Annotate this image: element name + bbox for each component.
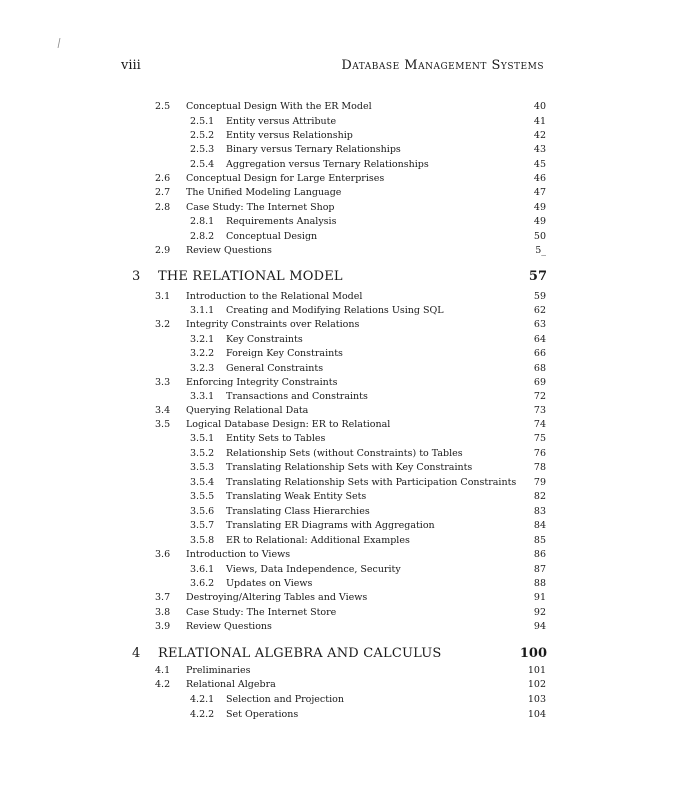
toc-entry-page: 104 <box>527 709 546 720</box>
toc-subsection-entry <box>0 304 680 318</box>
toc-subsection-entry <box>0 519 680 533</box>
toc-entry-number: 2.9 <box>155 245 171 256</box>
toc-entry-page: 84 <box>533 520 546 531</box>
toc-entry-number: 2.5.2 <box>190 130 215 141</box>
toc-entry-title: Foreign Key Constraints <box>226 348 343 359</box>
toc-entry-number: 2.5 <box>155 101 171 112</box>
toc-entry-page: 72 <box>533 391 546 402</box>
toc-section-entry <box>0 201 680 215</box>
toc-entry-title: Integrity Constraints over Relations <box>186 319 360 330</box>
toc-subsection-entry <box>0 115 680 129</box>
toc-entry-title: Case Study: The Internet Shop <box>186 202 335 213</box>
toc-entry-title: General Constraints <box>226 363 324 374</box>
toc-entry-page: 41 <box>533 116 546 127</box>
toc-entry-page: 76 <box>533 448 546 459</box>
toc-entry-number: 2.8.1 <box>190 216 215 227</box>
toc-section-entry <box>0 606 680 620</box>
toc-subsection-entry <box>0 693 680 707</box>
toc-entry-page: 102 <box>527 679 546 690</box>
toc-entry-page: 42 <box>533 130 546 141</box>
toc-entry-number: 3.5.2 <box>190 448 215 459</box>
toc-section-entry <box>0 591 680 605</box>
toc-entry-page: 94 <box>533 621 546 632</box>
toc-entry-page: 101 <box>527 665 546 676</box>
toc-chapter-entry <box>0 268 680 286</box>
toc-entry-number: 3.9 <box>155 621 171 632</box>
toc-section-entry <box>0 290 680 304</box>
toc-entry-title: Transactions and Constraints <box>226 391 368 402</box>
toc-entry-title: Conceptual Design With the ER Model <box>186 101 372 112</box>
toc-entry-title: Entity versus Relationship <box>226 130 353 141</box>
toc-chapter-entry <box>0 645 680 663</box>
toc-entry-title: RELATIONAL ALGEBRA AND CALCULUS <box>158 646 442 661</box>
toc-entry-page: 63 <box>533 319 546 330</box>
toc-entry-title: Key Constraints <box>226 334 303 345</box>
toc-entry-title: Translating Relationship Sets with Key Constraints <box>226 462 473 473</box>
toc-entry-number: 3.5.5 <box>190 491 215 502</box>
toc-entry-number: 2.8.2 <box>190 231 215 242</box>
toc-entry-page: 64 <box>533 334 546 345</box>
toc-entry-title: Selection and Projection <box>226 694 344 705</box>
toc-entry-page: 45 <box>533 159 546 170</box>
toc-entry-title: Set Operations <box>226 709 299 720</box>
toc-entry-number: 3.5.8 <box>190 535 215 546</box>
toc-subsection-entry <box>0 577 680 591</box>
toc-entry-title: Translating ER Diagrams with Aggregation <box>226 520 435 531</box>
toc-subsection-entry <box>0 362 680 376</box>
toc-section-entry <box>0 186 680 200</box>
toc-entry-title: Translating Weak Entity Sets <box>226 491 367 502</box>
toc-entry-number: 3.5 <box>155 419 171 430</box>
toc-entry-number: 3.5.4 <box>190 477 215 488</box>
toc-entry-title: Enforcing Integrity Constraints <box>186 377 338 388</box>
toc-entry-page: 5_ <box>535 245 546 256</box>
toc-entry-page: 62 <box>533 305 546 316</box>
toc-entry-page: 49 <box>533 202 546 213</box>
toc-entry-number: 3.5.1 <box>190 433 215 444</box>
toc-subsection-entry <box>0 534 680 548</box>
toc-subsection-entry <box>0 708 680 722</box>
toc-entry-page: 40 <box>533 101 546 112</box>
toc-entry-number: 4.1 <box>155 665 171 676</box>
toc-entry-title: Case Study: The Internet Store <box>186 607 337 618</box>
toc-entry-title: Translating Class Hierarchies <box>226 506 370 517</box>
toc-subsection-entry <box>0 143 680 157</box>
toc-entry-page: 86 <box>533 549 546 560</box>
toc-section-entry <box>0 664 680 678</box>
toc-entry-title: Relationship Sets (without Constraints) to Tables <box>226 448 463 459</box>
toc-entry-page: 49 <box>533 216 546 227</box>
toc-entry-title: The Unified Modeling Language <box>186 187 342 198</box>
toc-entry-title: Logical Database Design: ER to Relational <box>186 419 391 430</box>
toc-subsection-entry <box>0 490 680 504</box>
toc-entry-number: 3.3.1 <box>190 391 215 402</box>
toc-entry-number: 3.3 <box>155 377 171 388</box>
toc-entry-title: ER to Relational: Additional Examples <box>226 535 410 546</box>
toc-entry-page: 50 <box>533 231 546 242</box>
toc-entry-number: 3.2 <box>155 319 171 330</box>
toc-entry-number: 3.6 <box>155 549 171 560</box>
toc-entry-number: 2.5.3 <box>190 144 215 155</box>
toc-entry-title: Requirements Analysis <box>226 216 337 227</box>
toc-entry-page: 46 <box>533 173 546 184</box>
toc-entry-page: 91 <box>533 592 546 603</box>
scan-mark-decoration <box>57 38 61 48</box>
toc-subsection-entry <box>0 347 680 361</box>
toc-entry-number: 4.2 <box>155 679 171 690</box>
toc-entry-number: 4.2.1 <box>190 694 215 705</box>
toc-entry-title: Conceptual Design for Large Enterprises <box>186 173 385 184</box>
toc-subsection-entry <box>0 447 680 461</box>
toc-entry-title: Querying Relational Data <box>186 405 309 416</box>
toc-entry-title: Binary versus Ternary Relationships <box>226 144 401 155</box>
toc-entry-page: 92 <box>533 607 546 618</box>
toc-section-entry <box>0 100 680 114</box>
toc-entry-title: Views, Data Independence, Security <box>226 564 401 575</box>
toc-entry-page: 79 <box>533 477 546 488</box>
toc-entry-title: Preliminaries <box>186 665 251 676</box>
toc-subsection-entry <box>0 230 680 244</box>
toc-subsection-entry <box>0 432 680 446</box>
toc-section-entry <box>0 318 680 332</box>
toc-entry-number: 2.6 <box>155 173 171 184</box>
toc-entry-page: 87 <box>533 564 546 575</box>
toc-section-entry <box>0 548 680 562</box>
toc-subsection-entry <box>0 476 680 490</box>
toc-entry-number: 3.8 <box>155 607 171 618</box>
toc-subsection-entry <box>0 333 680 347</box>
toc-entry-page: 43 <box>533 144 546 155</box>
toc-section-entry <box>0 620 680 634</box>
toc-entry-number: 3.6.1 <box>190 564 215 575</box>
toc-entry-number: 3.7 <box>155 592 171 603</box>
toc-entry-number: 3.1 <box>155 291 171 302</box>
toc-entry-number: 2.7 <box>155 187 171 198</box>
toc-entry-number: 3.5.6 <box>190 506 215 517</box>
toc-entry-title: Introduction to the Relational Model <box>186 291 363 302</box>
toc-entry-page: 78 <box>533 462 546 473</box>
toc-subsection-entry <box>0 215 680 229</box>
toc-entry-number: 4 <box>132 646 141 661</box>
toc-entry-number: 2.5.4 <box>190 159 215 170</box>
toc-entry-number: 3.5.3 <box>190 462 215 473</box>
toc-entry-number: 2.8 <box>155 202 171 213</box>
toc-entry-page: 83 <box>533 506 546 517</box>
header-page-number: viii <box>121 58 141 73</box>
toc-entry-page: 59 <box>533 291 546 302</box>
toc-section-entry <box>0 404 680 418</box>
toc-entry-page: 75 <box>533 433 546 444</box>
toc-section-entry <box>0 418 680 432</box>
toc-entry-title: Creating and Modifying Relations Using SQL <box>226 305 444 316</box>
toc-entry-title: Review Questions <box>186 621 272 632</box>
toc-subsection-entry <box>0 129 680 143</box>
toc-entry-title: Conceptual Design <box>226 231 318 242</box>
toc-entry-page: 73 <box>533 405 546 416</box>
toc-entry-title: Relational Algebra <box>186 679 276 690</box>
toc-entry-title: Updates on Views <box>226 578 313 589</box>
toc-entry-page: 66 <box>533 348 546 359</box>
toc-entry-title: Entity versus Attribute <box>226 116 337 127</box>
toc-entry-number: 3 <box>132 269 141 284</box>
toc-section-entry <box>0 376 680 390</box>
toc-entry-page: 69 <box>533 377 546 388</box>
toc-subsection-entry <box>0 158 680 172</box>
toc-entry-page: 85 <box>533 535 546 546</box>
toc-entry-title: Destroying/Altering Tables and Views <box>186 592 368 603</box>
toc-entry-number: 3.2.3 <box>190 363 215 374</box>
toc-entry-number: 3.2.2 <box>190 348 215 359</box>
toc-entry-page: 103 <box>527 694 546 705</box>
toc-entry-page: 47 <box>533 187 546 198</box>
toc-entry-page: 74 <box>533 419 546 430</box>
toc-entry-page: 82 <box>533 491 546 502</box>
toc-entry-title: Aggregation versus Ternary Relationships <box>226 159 429 170</box>
toc-entry-title: Review Questions <box>186 245 272 256</box>
toc-entry-page: 57 <box>528 269 547 284</box>
toc-entry-title: THE RELATIONAL MODEL <box>158 269 343 284</box>
toc-entry-number: 2.5.1 <box>190 116 215 127</box>
toc-subsection-entry <box>0 461 680 475</box>
toc-entry-number: 3.4 <box>155 405 171 416</box>
toc-section-entry <box>0 172 680 186</box>
toc-entry-number: 3.6.2 <box>190 578 215 589</box>
toc-entry-page: 100 <box>519 646 547 661</box>
toc-entry-title: Introduction to Views <box>186 549 291 560</box>
toc-entry-number: 3.2.1 <box>190 334 215 345</box>
toc-subsection-entry <box>0 390 680 404</box>
header-book-title: Database Management Systems <box>341 58 544 73</box>
toc-entry-number: 3.1.1 <box>190 305 215 316</box>
toc-entry-title: Entity Sets to Tables <box>226 433 326 444</box>
toc-entry-page: 68 <box>533 363 546 374</box>
toc-entry-number: 4.2.2 <box>190 709 215 720</box>
toc-section-entry <box>0 244 680 258</box>
toc-subsection-entry <box>0 563 680 577</box>
toc-section-entry <box>0 678 680 692</box>
toc-subsection-entry <box>0 505 680 519</box>
toc-entry-number: 3.5.7 <box>190 520 215 531</box>
toc-entry-title: Translating Relationship Sets with Participation Constraints <box>226 477 517 488</box>
toc-entry-page: 88 <box>533 578 546 589</box>
